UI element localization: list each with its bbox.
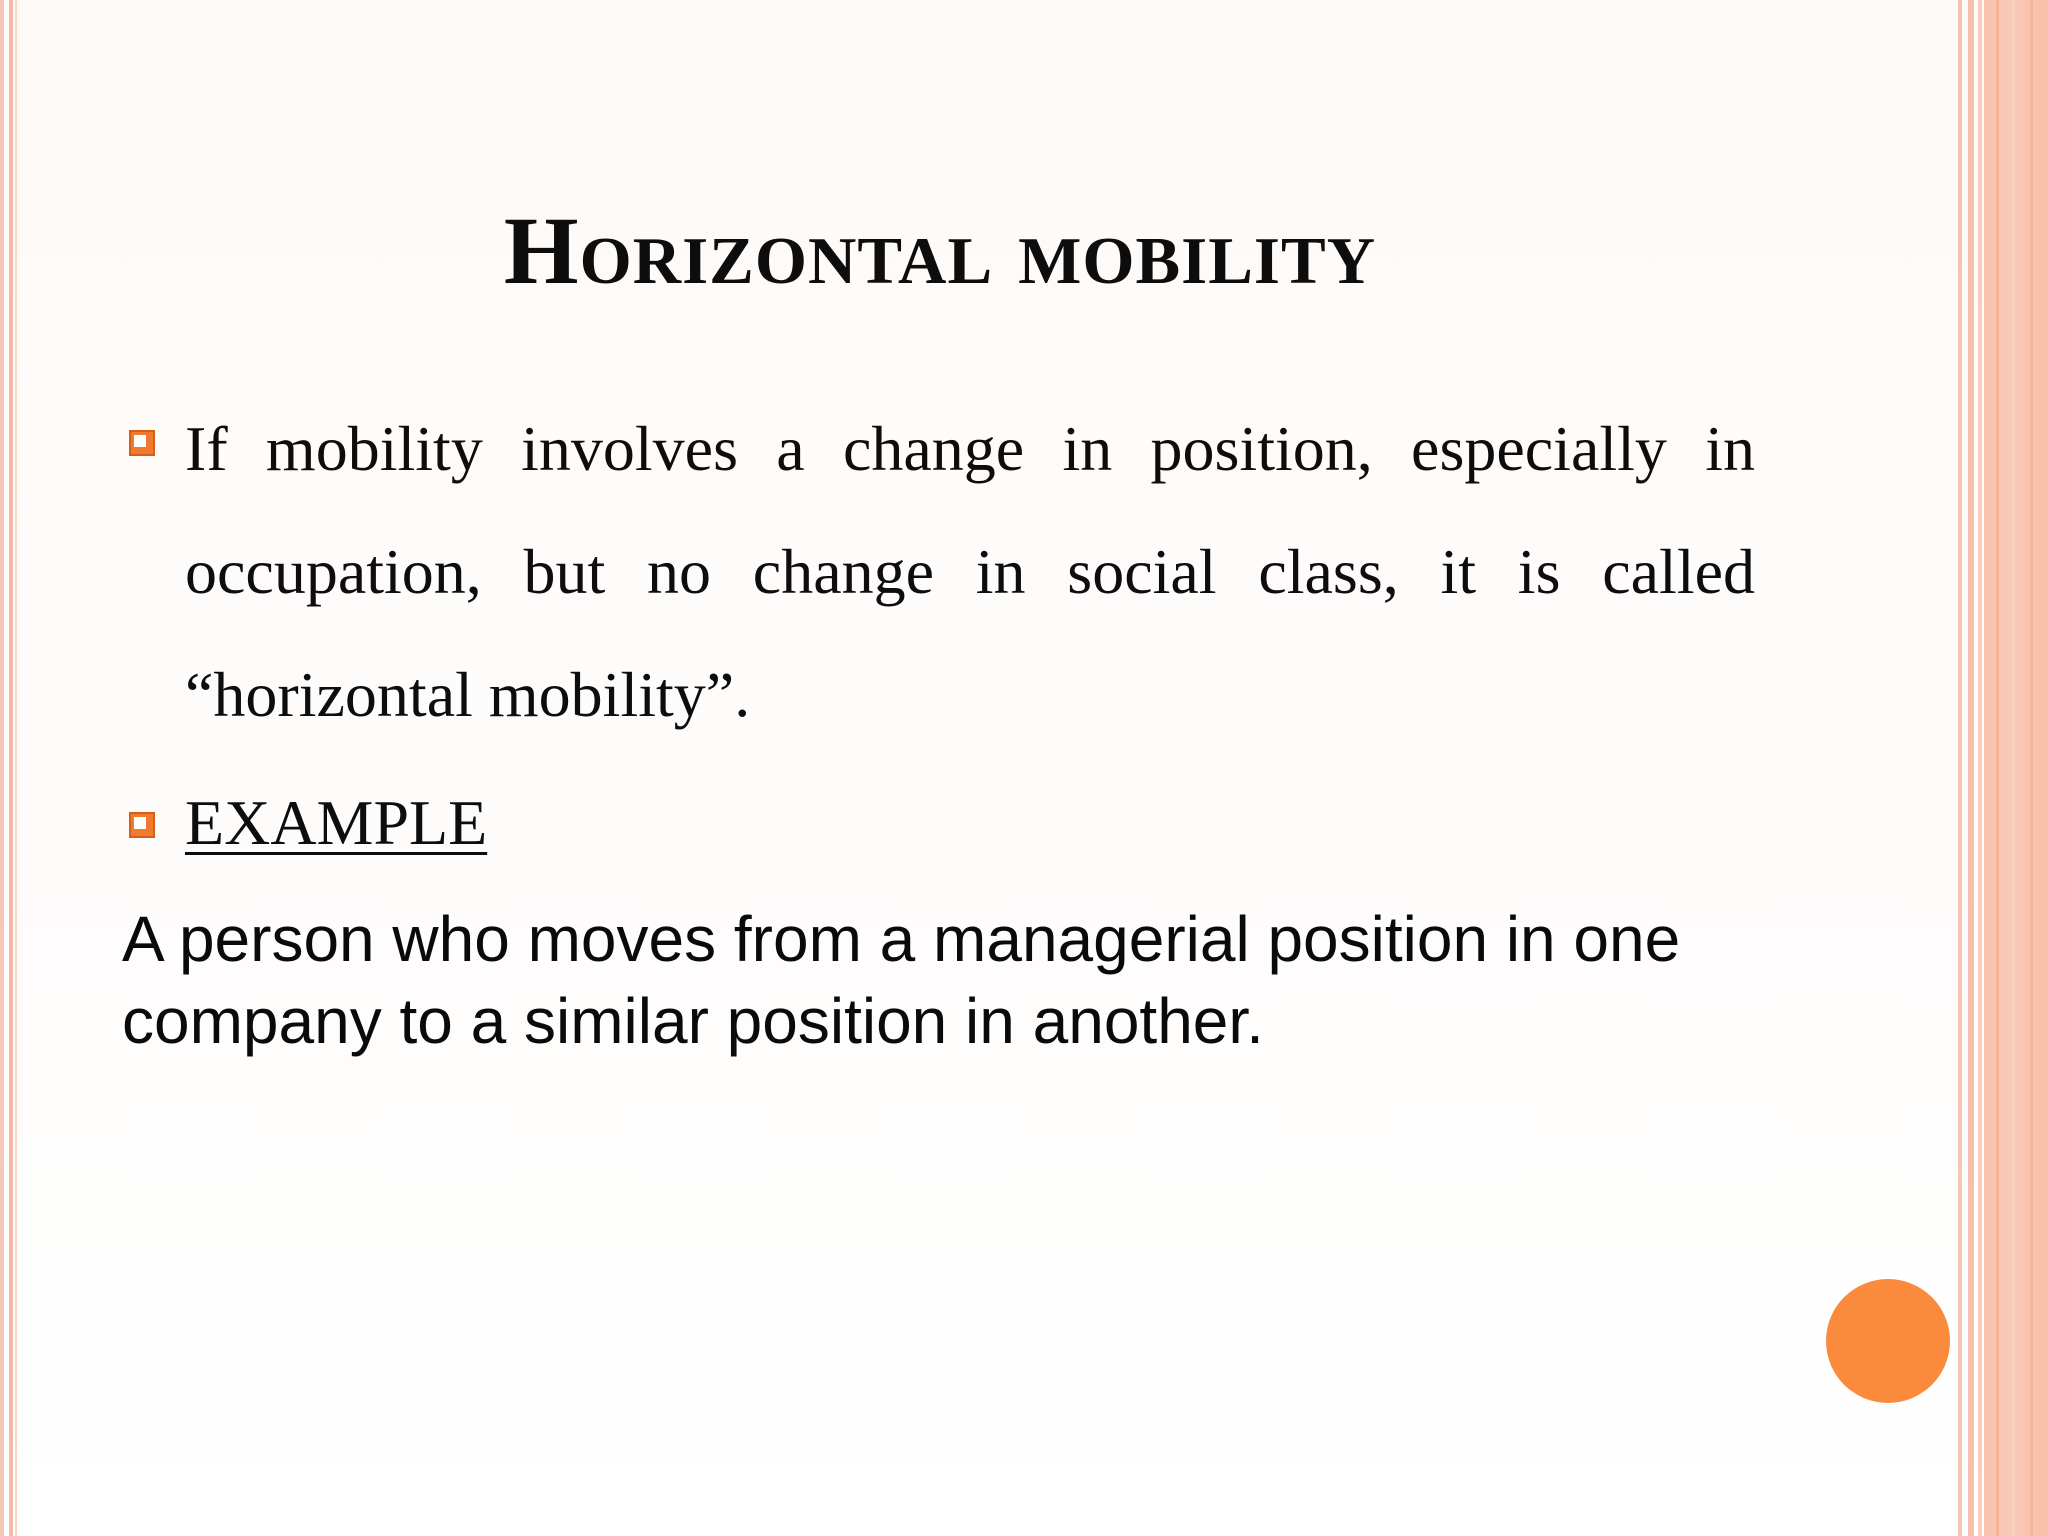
square-bullet-icon: [129, 430, 155, 456]
bullet-definition-text: If mobility involves a change in position, especially in occupation, but no change in social class, it is called “horizontal mobility”.: [185, 413, 1755, 730]
orange-circle-decoration: [1826, 1279, 1950, 1403]
right-border-panel: [1984, 0, 2048, 1536]
right-border-stripe: [1968, 0, 1974, 1536]
right-border-stripe: [1958, 0, 1962, 1536]
example-body-text: A person who moves from a managerial position in one company to a similar position in another.: [122, 903, 1681, 1057]
right-border-stripe: [1978, 0, 1982, 1536]
slide-title: Horizontal mobility: [503, 197, 1377, 304]
bullet-example-heading: EXAMPLE: [185, 787, 488, 858]
right-border-stripe: [2030, 0, 2033, 1536]
right-border-stripe: [2012, 0, 2015, 1536]
right-border-stripe: [1996, 0, 1999, 1536]
square-bullet-icon: [129, 812, 155, 838]
